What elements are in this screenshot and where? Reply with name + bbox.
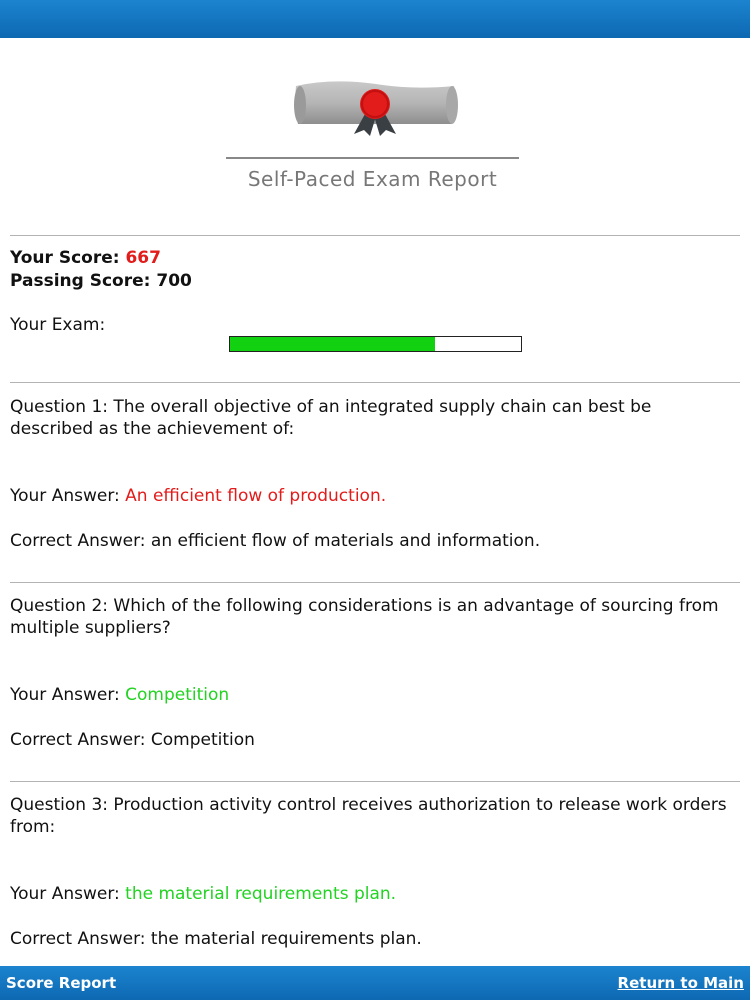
correct-answer-label: Correct Answer: [10, 531, 146, 551]
bottom-bar [0, 966, 750, 1000]
diploma-scroll-icon [292, 46, 460, 138]
your-score-label: Your Score: [10, 248, 120, 268]
top-bar [0, 0, 750, 38]
divider [10, 582, 740, 583]
question-text: Question 1: The overall objective of an integrated supply chain can best be described as the achievement of: [10, 397, 652, 439]
your-answer-label: Your Answer: [10, 884, 120, 904]
passing-score-value: 700 [156, 271, 192, 291]
your-score-line [10, 248, 161, 268]
divider [10, 382, 740, 383]
report-title: Self-Paced Exam Report [247, 167, 498, 191]
your-exam-label: Your Exam: [10, 315, 106, 335]
your-answer-line [10, 685, 229, 705]
your-answer-value: An efficient flow of production. [125, 486, 387, 506]
score-report-label: Score Report [6, 974, 117, 992]
correct-answer-line [10, 730, 255, 750]
your-answer-label: Your Answer: [10, 486, 120, 506]
your-answer-label: Your Answer: [10, 685, 120, 705]
correct-answer-line [10, 929, 422, 949]
your-answer-line [10, 884, 396, 904]
question-text: Question 2: Which of the following considerations is an advantage of sourcing from multiple suppliers? [10, 596, 719, 638]
progress-fill [230, 337, 435, 351]
correct-answer-label: Correct Answer: [10, 730, 146, 750]
return-to-main-link[interactable]: Return to Main [617, 974, 744, 992]
correct-answer-value: the material requirements plan. [150, 929, 422, 949]
passing-score-line [10, 271, 192, 291]
correct-answer-value: an efficient flow of materials and information. [150, 531, 541, 551]
passing-score-label: Passing Score: [10, 271, 151, 291]
your-score-value: 667 [125, 248, 161, 268]
your-answer-line [10, 486, 386, 506]
correct-answer-line [10, 531, 540, 551]
question-text: Question 3: Production activity control receives authorization to release work orders from: [10, 795, 727, 837]
divider [10, 235, 740, 236]
correct-answer-value: Competition [150, 730, 255, 750]
your-answer-value: the material requirements plan. [125, 884, 397, 904]
correct-answer-label: Correct Answer: [10, 929, 146, 949]
header-rule [226, 157, 519, 159]
exam-progress-bar [229, 336, 522, 352]
your-answer-value: Competition [125, 685, 230, 705]
divider [10, 781, 740, 782]
